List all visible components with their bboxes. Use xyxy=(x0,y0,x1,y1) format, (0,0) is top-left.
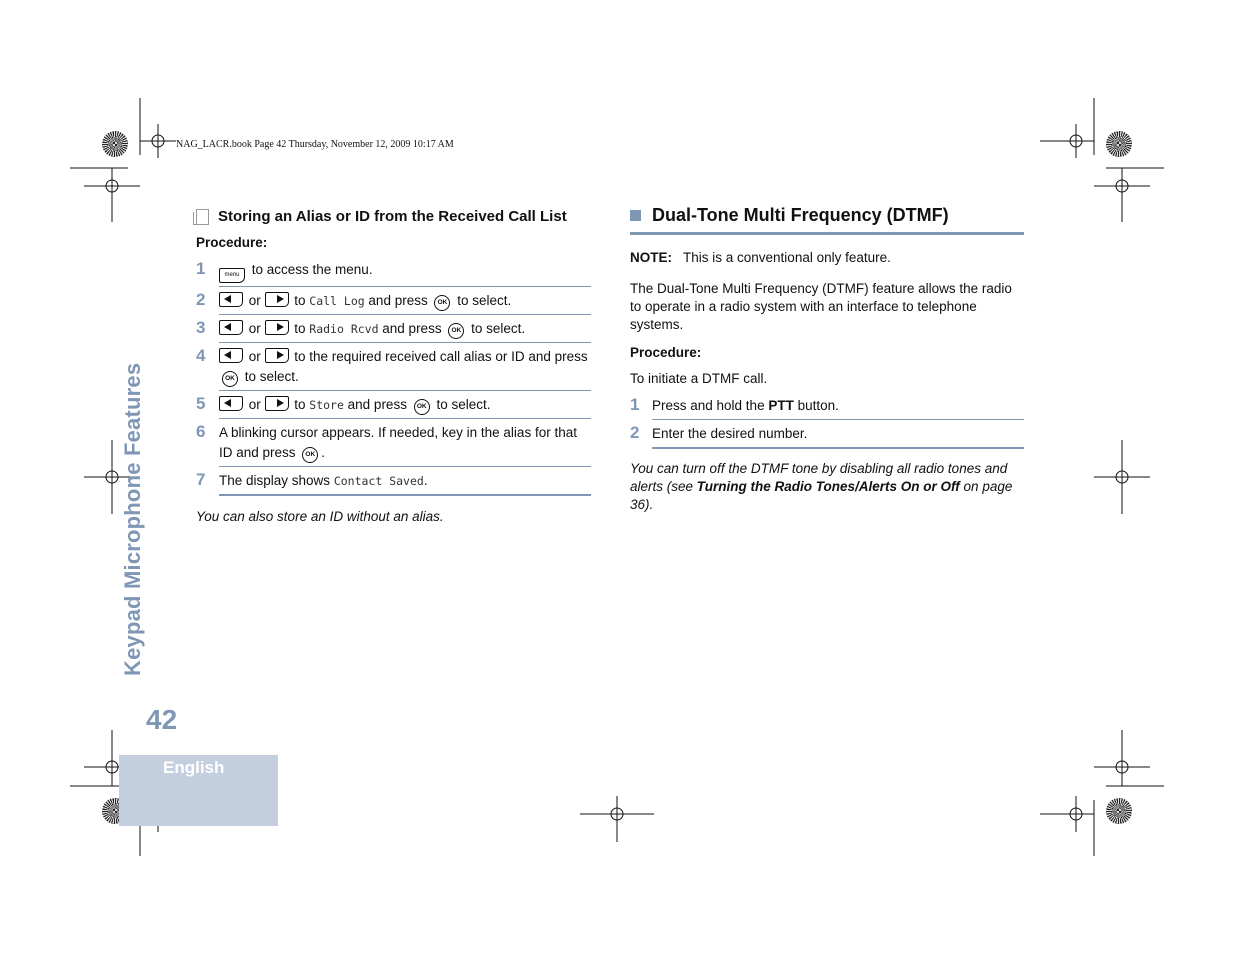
display-text: Call Log xyxy=(309,294,365,308)
display-text: Contact Saved xyxy=(333,474,424,488)
language-tab xyxy=(119,755,278,826)
ok-key-icon: OK xyxy=(222,371,238,387)
left-arrow-key-icon xyxy=(219,348,243,363)
right-column xyxy=(630,205,1024,514)
ok-key-icon: OK xyxy=(434,295,450,311)
heading-text: Dual-Tone Multi Frequency (DTMF) xyxy=(652,205,949,225)
subheading-text: Storing an Alias or ID from the Received Call List xyxy=(218,208,567,225)
right-arrow-key-icon xyxy=(265,292,289,307)
step-item xyxy=(630,420,1024,449)
note-text: This is a conventional only feature. xyxy=(683,250,891,265)
step-number: 2 xyxy=(630,423,640,442)
step-item xyxy=(196,419,591,467)
procedure-label: Procedure: xyxy=(196,235,268,250)
step-text: or to Store and press OK to select. xyxy=(219,391,591,419)
step-number: 2 xyxy=(196,290,206,309)
left-arrow-key-icon xyxy=(219,320,243,335)
step-number: 6 xyxy=(196,422,206,441)
page-number: 42 xyxy=(146,704,178,735)
step-number: 1 xyxy=(196,259,206,278)
display-text: Store xyxy=(309,398,344,412)
procedure-steps xyxy=(630,392,1024,449)
intro-paragraph: The Dual-Tone Multi Frequency (DTMF) feature allows the radio to operate in a radio system with an interface to telephone systems. xyxy=(630,281,1012,332)
language-label: English xyxy=(163,758,225,777)
menu-key-icon: menu xyxy=(219,268,245,283)
right-arrow-key-icon xyxy=(265,396,289,411)
procedure-steps xyxy=(196,256,591,496)
ok-key-icon: OK xyxy=(414,399,430,415)
step-text: menu to access the menu. xyxy=(219,256,591,287)
step-item xyxy=(196,343,591,391)
step-text: or to Radio Rcvd and press OK to select. xyxy=(219,315,591,343)
note-label: NOTE: xyxy=(630,250,672,265)
step-item xyxy=(196,287,591,315)
right-arrow-key-icon xyxy=(265,348,289,363)
left-column xyxy=(196,208,591,527)
ok-key-icon: OK xyxy=(302,447,318,463)
step-item xyxy=(196,391,591,419)
step-number: 5 xyxy=(196,394,206,413)
tip-paragraph: You can turn off the DTMF tone by disabling all radio tones and alerts (see Turning the Radio Tones/Alerts On or Off on page 36). xyxy=(630,461,1013,512)
section-heading xyxy=(630,205,1024,235)
heading-square-icon xyxy=(630,210,641,221)
print-header: NAG_LACR.book Page 42 Thursday, November 12, 2009 10:17 AM xyxy=(176,139,454,150)
right-arrow-key-icon xyxy=(265,320,289,335)
step-text: Press and hold the PTT button. xyxy=(652,392,1024,420)
cross-reference-link[interactable]: Turning the Radio Tones/Alerts On or Off xyxy=(696,479,960,494)
ok-key-icon: OK xyxy=(448,323,464,339)
step-item xyxy=(196,256,591,287)
display-text: Radio Rcvd xyxy=(309,322,379,336)
note xyxy=(630,249,1024,267)
step-text: A blinking cursor appears. If needed, key in the alias for that ID and press OK . xyxy=(219,419,591,467)
step-number: 1 xyxy=(630,395,640,414)
step-number: 7 xyxy=(196,470,206,489)
step-number: 3 xyxy=(196,318,206,337)
step-item xyxy=(196,315,591,343)
left-arrow-key-icon xyxy=(219,396,243,411)
left-arrow-key-icon xyxy=(219,292,243,307)
document-icon xyxy=(196,209,209,225)
step-item xyxy=(196,467,591,496)
step-text: or to the required received call alias or ID and press OK to select. xyxy=(219,343,591,391)
step-text: or to Call Log and press OK to select. xyxy=(219,287,591,315)
step-text: The display shows Contact Saved. xyxy=(219,467,591,496)
footnote: You can also store an ID without an alias. xyxy=(196,509,444,524)
section-subheading xyxy=(196,208,591,225)
step-text: Enter the desired number. xyxy=(652,420,1024,449)
step-item xyxy=(630,392,1024,420)
step-number: 4 xyxy=(196,346,206,365)
procedure-label: Procedure: xyxy=(630,345,702,360)
procedure-intro: To initiate a DTMF call. xyxy=(630,371,768,386)
chapter-side-title: Keypad Microphone Features xyxy=(120,362,145,676)
